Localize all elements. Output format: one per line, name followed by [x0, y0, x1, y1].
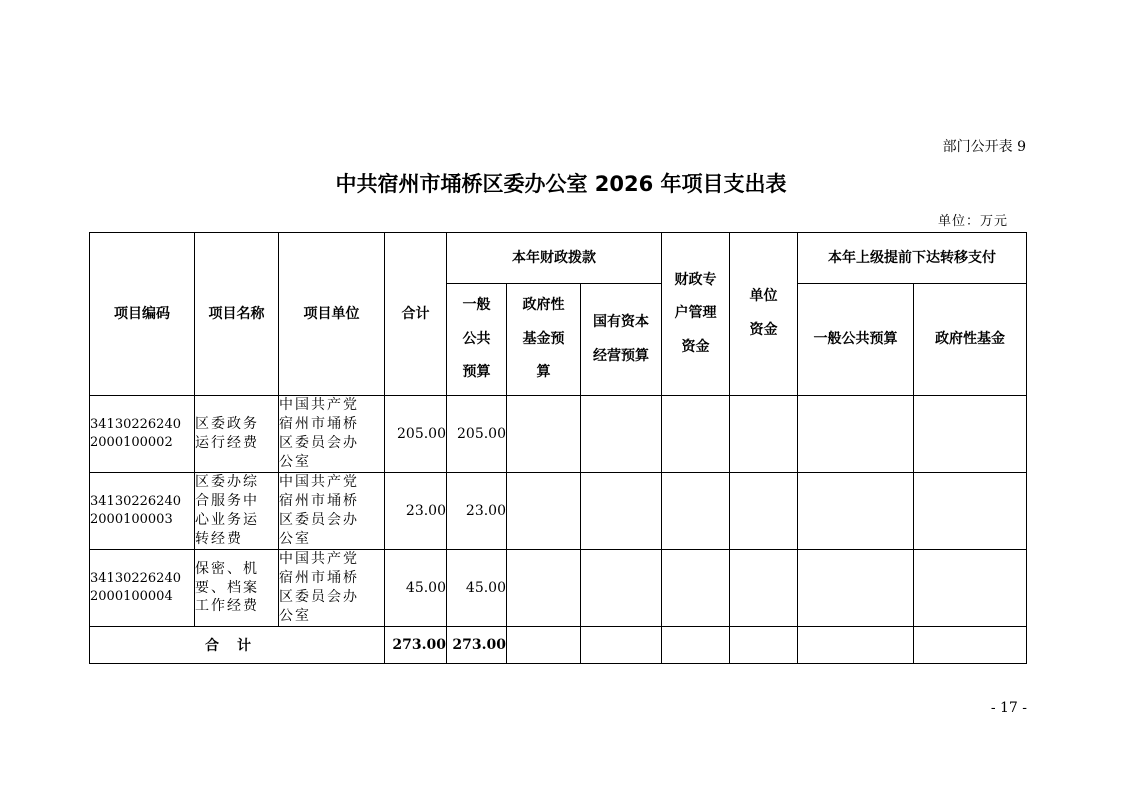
project-unit: 中国共产党 宿州市埇桥 区委员会办 公室 [279, 396, 385, 473]
empty-cell [662, 396, 730, 473]
project-name: 区委政务 运行经费 [195, 396, 279, 473]
project-expenditure-table [89, 232, 1027, 664]
header-unit-funds: 单位 资金 [730, 233, 798, 396]
summary-general-public: 273.00 [447, 627, 507, 664]
header-transfer-group: 本年上级提前下达转移支付 [798, 233, 1027, 284]
empty-cell [730, 627, 798, 664]
header-transfer-general: 一般公共预算 [798, 284, 914, 396]
project-name: 区委办综 合服务中 心业务运 转经费 [195, 473, 279, 550]
summary-total: 273.00 [385, 627, 447, 664]
empty-cell [581, 396, 662, 473]
header-total: 合计 [385, 233, 447, 396]
header-code: 项目编码 [90, 233, 195, 396]
unit-label: 单位：万元 [937, 214, 1008, 229]
page-number: - 17 - [990, 700, 1027, 716]
header-transfer-gov-fund: 政府性基金 [914, 284, 1027, 396]
table-row [90, 396, 1027, 473]
project-unit: 中国共产党 宿州市埇桥 区委员会办 公室 [279, 473, 385, 550]
empty-cell [798, 396, 914, 473]
empty-cell [662, 627, 730, 664]
project-code: 34130226240 2000100004 [90, 550, 195, 627]
project-unit: 中国共产党 宿州市埇桥 区委员会办 公室 [279, 550, 385, 627]
row-general-public: 205.00 [447, 396, 507, 473]
empty-cell [914, 473, 1027, 550]
row-general-public: 23.00 [447, 473, 507, 550]
row-total: 23.00 [385, 473, 447, 550]
summary-label: 合计 [90, 627, 385, 664]
header-general-public: 一般 公共 预算 [447, 284, 507, 396]
header-unit: 项目单位 [279, 233, 385, 396]
header-name: 项目名称 [195, 233, 279, 396]
header-special-account: 财政专 户管理 资金 [662, 233, 730, 396]
empty-cell [914, 627, 1027, 664]
header-gov-fund: 政府性 基金预 算 [507, 284, 581, 396]
summary-row [90, 627, 1027, 664]
row-total: 205.00 [385, 396, 447, 473]
empty-cell [914, 550, 1027, 627]
row-total: 45.00 [385, 550, 447, 627]
empty-cell [662, 550, 730, 627]
table-row [90, 473, 1027, 550]
project-name: 保密、机 要、档案 工作经费 [195, 550, 279, 627]
empty-cell [581, 627, 662, 664]
empty-cell [798, 627, 914, 664]
empty-cell [730, 550, 798, 627]
project-code: 34130226240 2000100002 [90, 396, 195, 473]
empty-cell [507, 396, 581, 473]
empty-cell [662, 473, 730, 550]
empty-cell [507, 627, 581, 664]
empty-cell [798, 550, 914, 627]
header-fiscal-group: 本年财政拨款 [447, 233, 662, 284]
project-code: 34130226240 2000100003 [90, 473, 195, 550]
empty-cell [581, 550, 662, 627]
empty-cell [507, 550, 581, 627]
table-number: 部门公开表 9 [942, 139, 1026, 155]
empty-cell [798, 473, 914, 550]
row-general-public: 45.00 [447, 550, 507, 627]
page-title: 中共宿州市埇桥区委办公室 2026 年项目支出表 [335, 172, 787, 196]
empty-cell [581, 473, 662, 550]
empty-cell [507, 473, 581, 550]
empty-cell [914, 396, 1027, 473]
table-row [90, 550, 1027, 627]
empty-cell [730, 473, 798, 550]
header-state-capital: 国有资本 经营预算 [581, 284, 662, 396]
empty-cell [730, 396, 798, 473]
